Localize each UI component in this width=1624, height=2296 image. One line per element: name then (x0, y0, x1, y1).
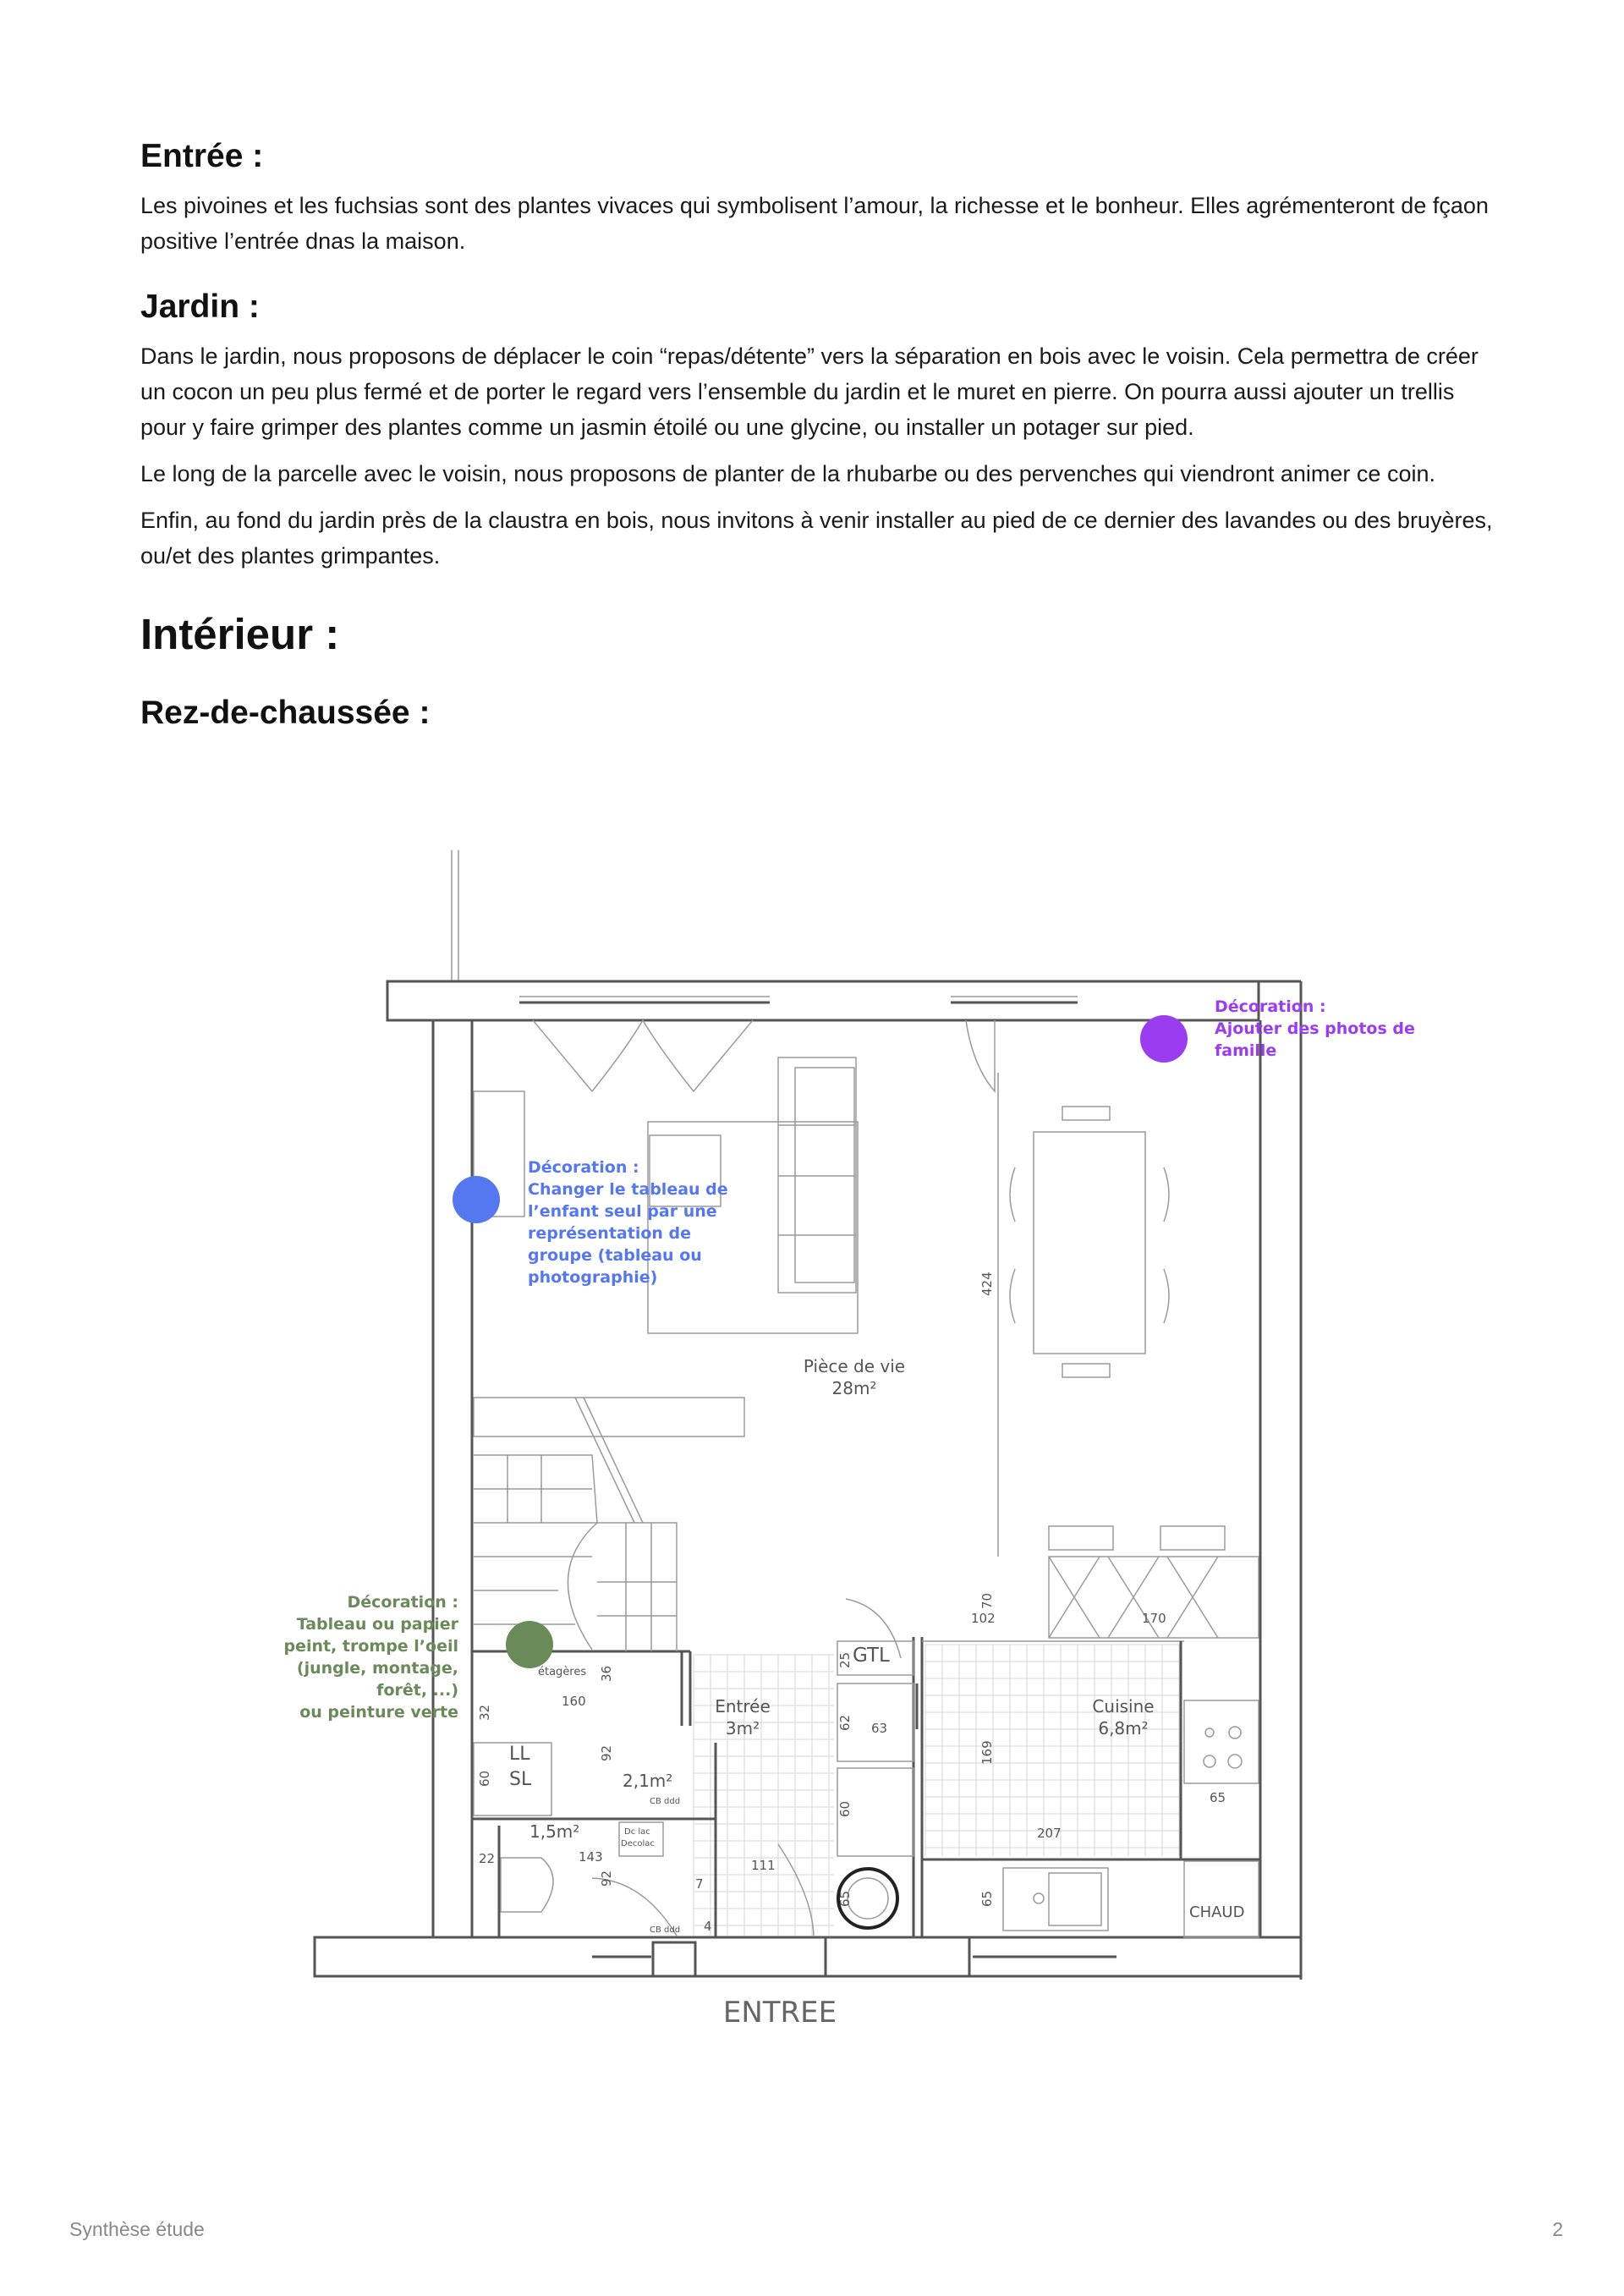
annotation-green-line-5: forêt, ...) (376, 1681, 458, 1700)
room-labels (509, 1356, 1244, 2030)
footer-document-title: Synthèse étude (69, 2218, 205, 2240)
dim-32: 32 (477, 1704, 492, 1721)
room-wc-area: 1,5m² (529, 1821, 580, 1842)
dim-424: 424 (979, 1272, 995, 1296)
label-cd1: CB ddd (650, 1797, 681, 1806)
heading-entree: Entrée : (140, 138, 264, 174)
label-entree-main: ENTREE (722, 1996, 837, 2030)
annotation-green-line-2: Tableau ou papier (296, 1615, 458, 1634)
label-tableau-2: Decolac (621, 1839, 655, 1848)
annotation-top-right-line-2: Ajouter des photos de (1215, 1019, 1415, 1038)
paragraph-jardin-3: Enfin, au fond du jardin près de la claustra en bois, nous invitons à venir installer au pied de ce dernier des lavandes ou des bruyères, ou/et des plantes grimpantes. (140, 508, 1493, 569)
footer-page-number: 2 (1552, 2218, 1563, 2240)
annotation-blue-line-3: l’enfant seul par une (528, 1202, 717, 1221)
annotation-green-line-6: ou peinture verte (299, 1703, 458, 1722)
dim-143: 143 (579, 1849, 603, 1865)
annotation-green-line-1: Décoration : (347, 1593, 458, 1612)
heading-jardin: Jardin : (140, 288, 260, 325)
dim-60a: 60 (837, 1800, 853, 1817)
annotation-top-right (1140, 997, 1415, 1063)
annotation-blue-line-2: Changer le tableau de (528, 1180, 728, 1199)
living-furniture (474, 1057, 1259, 1638)
room-piece-de-vie: Pièce de vie (803, 1356, 906, 1376)
dim-102: 102 (971, 1611, 996, 1626)
annotation-green-line-3: peint, trompe l’oeil (283, 1637, 458, 1656)
document-body (140, 137, 1494, 744)
label-sl: SL (509, 1769, 532, 1790)
annotation-blue-line-6: photographie) (528, 1268, 658, 1287)
dim-63: 63 (871, 1721, 888, 1736)
interior-walls (472, 1637, 1260, 1937)
dim-169: 169 (979, 1740, 995, 1765)
room-cuisine-area: 6,8m² (1098, 1718, 1149, 1738)
annotation-blue-line-5: groupe (tableau ou (528, 1246, 702, 1265)
dim-160: 160 (562, 1694, 586, 1709)
dim-4: 4 (704, 1919, 712, 1934)
dim-70: 70 (979, 1592, 995, 1609)
floor-tiles (694, 1645, 1179, 1936)
section-jardin (140, 288, 1494, 574)
dim-65a: 65 (1210, 1790, 1226, 1805)
room-entree-area: 3m² (725, 1718, 760, 1738)
label-chaud: CHAUD (1189, 1903, 1245, 1921)
dim-65b: 65 (837, 1890, 853, 1907)
dim-65c: 65 (979, 1890, 995, 1907)
label-ll: LL (509, 1744, 530, 1765)
dim-7: 7 (695, 1876, 704, 1892)
paragraph-jardin-1: Dans le jardin, nous proposons de déplacer le coin “repas/détente” vers la séparation en bois avec le voisin. Cela permettra de créer un cocon un peu plus fermé et de porter le regard vers l’ensemble du jardin et le muret en pierre. On pourra aussi ajouter un trellis pour y faire grimper des plantes comme un jasmin étoilé ou une glycine, ou installer un potager sur pied. (140, 343, 1479, 440)
dim-111: 111 (751, 1858, 776, 1873)
section-entree (140, 137, 1494, 259)
dim-207: 207 (1037, 1826, 1062, 1841)
label-tableau-1: Dc lac (624, 1827, 650, 1837)
kitchen-fixtures (838, 1700, 1259, 1937)
paragraph-jardin-2: Le long de la parcelle avec le voisin, nous proposons de planter de la rhubarbe ou des pervenches qui viendront animer ce coin. (140, 461, 1435, 486)
heading-rez-de-chaussee: Rez-de-chaussée : (140, 695, 431, 731)
staircase (474, 1398, 744, 1651)
annotation-dot-purple (1140, 1015, 1188, 1063)
annotation-blue-line-1: Décoration : (528, 1158, 639, 1177)
dim-36: 36 (599, 1665, 614, 1682)
room-piece-de-vie-area: 28m² (831, 1378, 877, 1398)
dim-92a: 92 (599, 1744, 614, 1761)
heading-interieur: Intérieur : (140, 610, 340, 658)
room-cellier-area: 2,1m² (623, 1771, 673, 1791)
annotation-dot-green (506, 1621, 553, 1668)
room-entree: Entrée (715, 1696, 771, 1717)
annotation-top-right-line-3: famille (1215, 1041, 1277, 1060)
annotation-left-blue (453, 1158, 728, 1287)
dim-92b: 92 (599, 1870, 614, 1887)
annotation-top-right-line-1: Décoration : (1215, 997, 1326, 1016)
dim-25: 25 (837, 1651, 853, 1668)
label-etageres: étagères (538, 1666, 587, 1678)
annotation-dot-blue (453, 1176, 500, 1223)
annotation-green-line-4: (jungle, montage, (296, 1659, 458, 1678)
annotation-blue-line-4: représentation de (528, 1224, 692, 1243)
room-cuisine: Cuisine (1092, 1696, 1155, 1717)
dim-60b: 60 (477, 1770, 492, 1787)
label-gtl: GTL (853, 1645, 890, 1667)
dim-62a: 62 (837, 1714, 853, 1731)
annotation-left-green (283, 1593, 553, 1722)
dim-22: 22 (479, 1851, 496, 1866)
dim-170: 170 (1142, 1611, 1166, 1626)
paragraph-entree: Les pivoines et les fuchsias sont des plantes vivaces qui symbolisent l’amour, la richesse et le bonheur. Elles agrémenteront de fçaon positive l’entrée dnas la maison. (140, 193, 1489, 254)
label-cd2: CB ddd (650, 1925, 681, 1935)
